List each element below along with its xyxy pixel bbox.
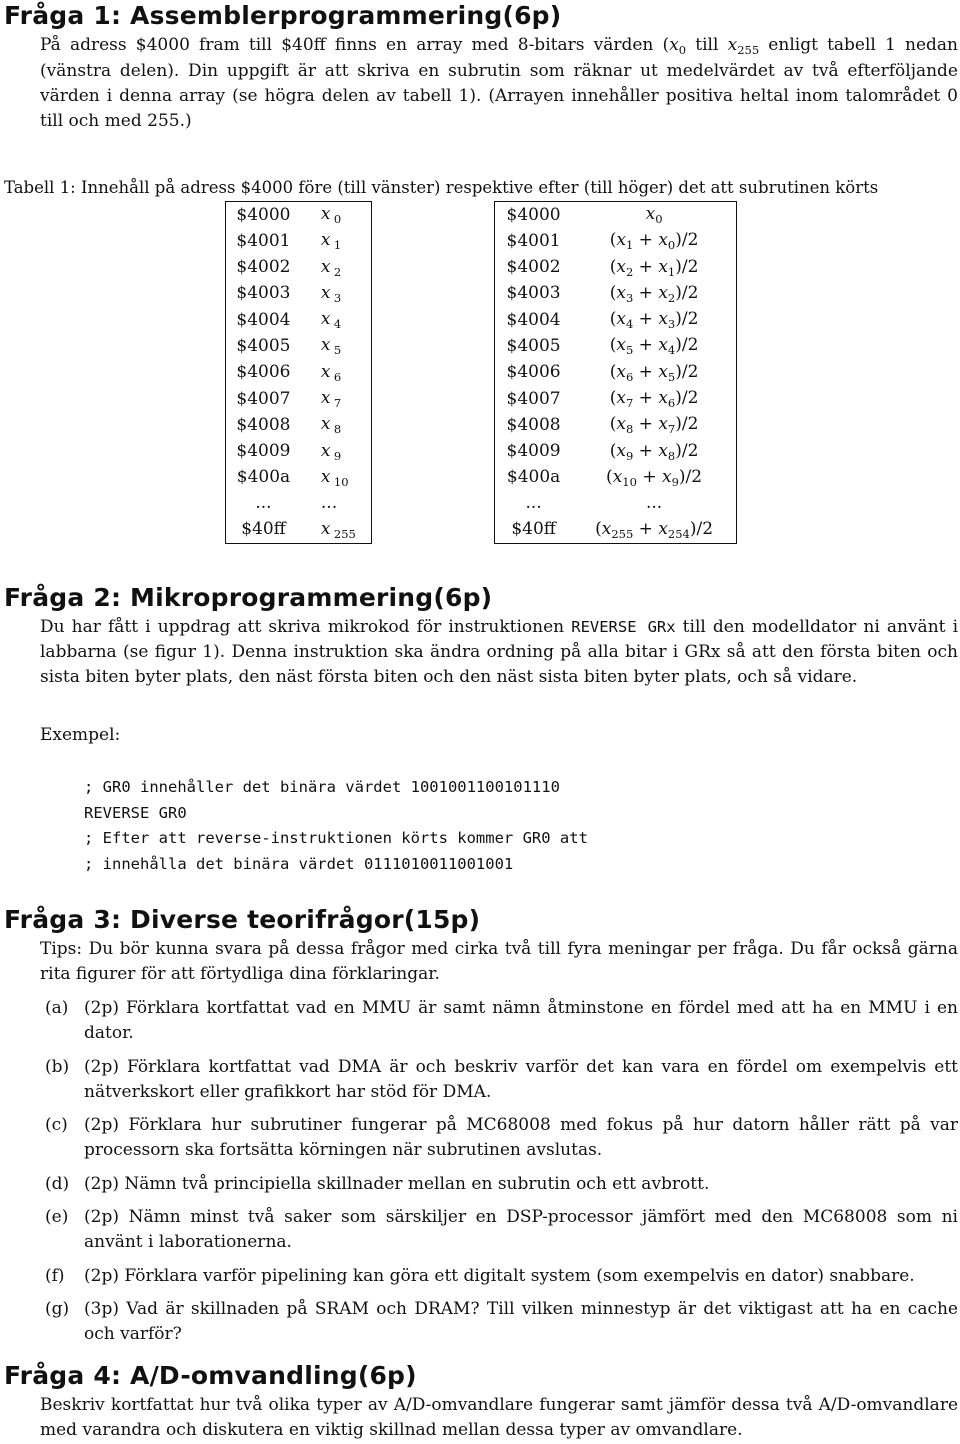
expression-cell: $(x_9 + x_8)/2$: [609, 440, 699, 463]
table-row: [226, 491, 372, 516]
address-cell: $4004: [236, 309, 291, 330]
question-text: (2p) Förklara kortfattat vad en MMU är samt nämn åtminstone en fördel med att ha en MMU i en dator.: [84, 998, 958, 1043]
value-cell: x $_5$: [320, 335, 342, 358]
address-cell: $4009: [506, 441, 561, 462]
expression-cell: $(x_3 + x_2)/2$: [609, 282, 699, 305]
table-row: [495, 517, 737, 544]
address-cell: $4009: [236, 441, 291, 462]
address-cell: $40ff: [511, 519, 556, 540]
table-row: [495, 202, 737, 229]
address-cell: $4004: [506, 309, 561, 330]
value-cell: x $_6$: [320, 361, 342, 384]
table-row: [495, 491, 737, 516]
address-cell: $40ff: [241, 519, 286, 540]
address-cell: $4007: [506, 388, 561, 409]
table1-before: [225, 201, 372, 544]
q1-heading: Fråga 1: Assemblerprogrammering(6p): [4, 1, 562, 30]
table-row: [226, 412, 372, 438]
table-row: [226, 439, 372, 465]
table-row: [226, 202, 372, 229]
address-cell: $4002: [506, 257, 561, 278]
question-text: (2p) Förklara varför pipelining kan göra ett digitalt system (som exempelvis en dator) snabbare.: [84, 1265, 915, 1286]
address-cell: ...: [255, 493, 272, 514]
q1-body: På adress $4000 fram till $40ff finns en array med 8-bitars värden ($x_0$ till $x_{255}$ enligt tabell 1 nedan (vänstra delen). Din uppgift är att skriva en subrutin som räknar ut medelvärdet av två efterföljande värden i denna array (se högra delen av tabell 1). (Arrayen innehåller positiva heltal inom talområdet 0 till och med 255.): [40, 35, 958, 131]
value-cell: x $_7$: [320, 388, 342, 411]
question-label: (g): [45, 1299, 70, 1319]
table-row: [495, 333, 737, 359]
q2-body: Du har fått i uppdrag att skriva mikrokod för instruktionen REVERSE GRx till den modelldator ni använt i labbarna (se figur 1). Denna instruktion ska ändra ordning på alla bitar i GRx så att den första biten och sista biten byter plats, den näst första biten och den näst sista biten byter plats, och så vidare.: [40, 617, 959, 687]
address-cell: $400a: [506, 467, 561, 488]
question-label: (a): [45, 998, 69, 1018]
question-label: (f): [45, 1265, 65, 1286]
question-item: [40, 1113, 958, 1163]
address-cell: $4007: [236, 388, 291, 409]
table-row: [495, 412, 737, 438]
question-item: [40, 1297, 958, 1347]
address-cell: $4008: [506, 414, 561, 435]
value-cell: x $_9$: [320, 440, 342, 463]
question-text: (2p) Nämn två principiella skillnader mellan en subrutin och ett avbrott.: [84, 1173, 710, 1194]
expression-cell: $(x_7 + x_6)/2$: [609, 388, 699, 411]
address-cell: $4005: [506, 335, 561, 356]
code-line: ; Efter att reverse-instruktionen körts kommer GR0 att: [84, 829, 588, 847]
question-item: [40, 1172, 958, 1197]
example-label: Exempel:: [40, 725, 121, 745]
table-row: [495, 307, 737, 333]
code-line: ; GR0 innehåller det binära värdet 1001001100101110: [84, 778, 560, 796]
address-cell: $4008: [236, 414, 291, 435]
question-text: (2p) Nämn minst två saker som särskiljer en DSP-processor jämfört med den MC68008 som ni använt i laborationerna.: [84, 1207, 958, 1252]
code-example: [84, 775, 588, 877]
table-row: [226, 281, 372, 307]
value-cell: x $_{255}$: [320, 518, 356, 541]
table-row: [226, 228, 372, 254]
address-cell: $4002: [236, 257, 291, 278]
table-row: [226, 517, 372, 544]
expression-cell: ...: [645, 493, 663, 514]
table-row: [495, 386, 737, 412]
q4-heading: Fråga 4: A/D-omvandling(6p): [4, 1361, 417, 1390]
question-label: (c): [45, 1115, 68, 1135]
expression-cell: $(x_{255} + x_{254})/2$: [595, 518, 714, 541]
q3-tips: Tips: Du bör kunna svara på dessa frågor med cirka två till fyra meningar per fråga. Du får också gärna rita figurer för att förtydliga dina förklaringar.: [40, 939, 958, 984]
address-cell: $4003: [506, 283, 561, 304]
address-cell: $400a: [236, 467, 291, 488]
expression-cell: $(x_6 + x_5)/2$: [609, 361, 699, 384]
address-cell: ...: [525, 493, 542, 514]
q3-question-list: [40, 996, 958, 1356]
question-text: (3p) Vad är skillnaden på SRAM och DRAM? Till vilken minnestyp är det viktigast att ha en cache och varför?: [84, 1299, 958, 1344]
table-row: [226, 465, 372, 491]
value-cell: x $_8$: [320, 414, 342, 437]
table-row: [226, 386, 372, 412]
value-cell: x $_0$: [320, 204, 342, 226]
expression-cell: $(x_2 + x_1)/2$: [609, 256, 699, 279]
value-cell: x $_4$: [320, 309, 342, 332]
table1-after: [494, 201, 737, 544]
table1-caption: Tabell 1: Innehåll på adress $4000 före (till vänster) respektive efter (till höger) det att subrutinen körts: [4, 178, 879, 197]
table-row: [226, 307, 372, 333]
q4-body: Beskriv kortfattat hur två olika typer av A/D-omvandlare fungerar samt jämför dessa två A/D-omvandlare med varandra och diskutera en viktig skillnad mellan dessa typer av omvandlare.: [40, 1395, 958, 1440]
expression-cell: $(x_8 + x_7)/2$: [609, 414, 699, 437]
expression-cell: $(x_1 + x_0)/2$: [609, 230, 699, 253]
table-row: [495, 255, 737, 281]
q3-heading: Fråga 3: Diverse teorifrågor(15p): [4, 905, 481, 934]
code-line: REVERSE GR0: [84, 803, 187, 822]
question-item: [40, 996, 958, 1046]
value-cell: ...: [320, 493, 338, 514]
address-cell: $4001: [506, 230, 561, 251]
table-row: [495, 360, 737, 386]
address-cell: $4003: [236, 283, 291, 304]
question-label: (e): [45, 1207, 69, 1227]
value-cell: x $_3$: [320, 282, 342, 305]
address-cell: $4000: [236, 204, 291, 225]
table-row: [495, 281, 737, 307]
question-item: [40, 1264, 958, 1289]
question-label: (d): [45, 1173, 70, 1194]
question-text: (2p) Förklara hur subrutiner fungerar på MC68008 med fokus på hur datorn håller rätt på var processorn ska fortsätta körningen när subrutinen avslutas.: [84, 1115, 958, 1160]
question-item: [40, 1055, 958, 1105]
table-row: [226, 360, 372, 386]
table-row: [495, 439, 737, 465]
address-cell: $4001: [236, 230, 291, 251]
instruction-code: REVERSE GRx: [571, 618, 676, 636]
address-cell: $4000: [506, 204, 561, 225]
value-cell: x $_2$: [320, 256, 342, 279]
question-item: [40, 1205, 958, 1255]
address-cell: $4006: [236, 362, 291, 383]
table-row: [495, 228, 737, 254]
expression-cell: $(x_{10} + x_9)/2$: [606, 466, 703, 489]
expression-cell: $(x_5 + x_4)/2$: [609, 335, 699, 358]
table-row: [495, 465, 737, 491]
value-cell: x $_{10}$: [320, 466, 349, 489]
code-line: ; innehålla det binära värdet 0111010011001001: [84, 854, 514, 873]
address-cell: $4005: [236, 335, 291, 356]
expression-cell: $x_0$: [645, 204, 663, 226]
table-row: [226, 333, 372, 359]
question-label: (b): [45, 1056, 70, 1077]
q2-heading: Fråga 2: Mikroprogrammering(6p): [4, 583, 493, 612]
address-cell: $4006: [506, 362, 561, 383]
expression-cell: $(x_4 + x_3)/2$: [609, 309, 699, 332]
question-text: (2p) Förklara kortfattat vad DMA är och beskriv varför det kan vara en fördel om exempelvis ett nätverkskort eller grafikkort har stöd för DMA.: [84, 1056, 958, 1102]
value-cell: x $_1$: [320, 230, 342, 253]
table-row: [226, 255, 372, 281]
